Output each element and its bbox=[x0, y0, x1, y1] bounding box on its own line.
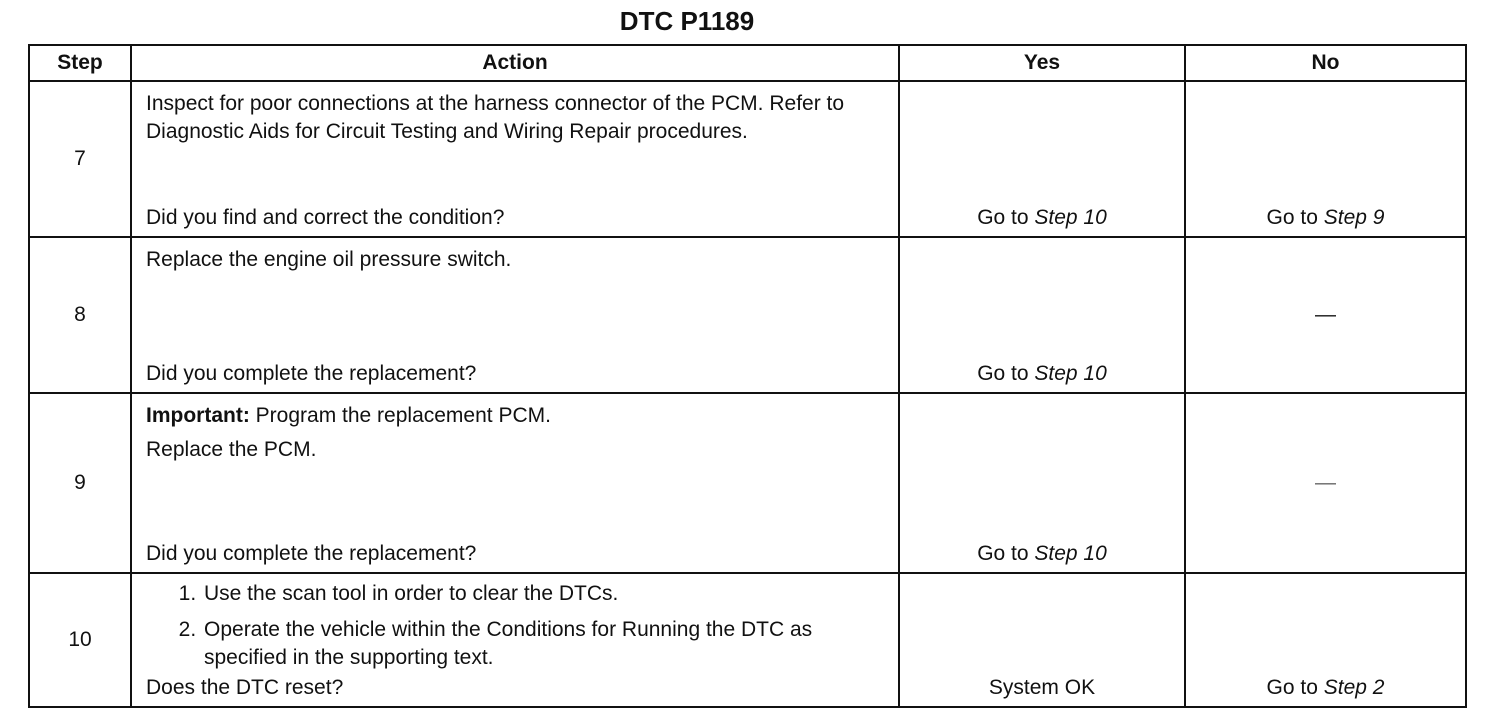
no-step-ref: Step 2 bbox=[1323, 676, 1385, 699]
action-cell bbox=[131, 393, 899, 573]
header-yes: Yes bbox=[899, 45, 1185, 81]
action-question: Did you complete the replacement? bbox=[146, 542, 477, 565]
header-action: Action bbox=[131, 45, 899, 81]
no-cell bbox=[1185, 573, 1466, 707]
important-label: Important: bbox=[146, 404, 250, 427]
yes-cell bbox=[899, 237, 1185, 393]
header-no: No bbox=[1185, 45, 1466, 81]
action-question: Did you find and correct the condition? bbox=[146, 206, 505, 229]
action-steps-list bbox=[132, 574, 898, 672]
step-number: 8 bbox=[29, 237, 131, 393]
no-step-ref: Step 9 bbox=[1323, 206, 1385, 229]
action-text: Inspect for poor connections at the harness connector of the PCM. Refer to Diagnostic Aids for Circuit Testing and Wiring Repair procedures. bbox=[146, 92, 845, 143]
table-row bbox=[29, 81, 1466, 237]
table-row bbox=[29, 393, 1466, 573]
yes-result bbox=[900, 540, 1184, 568]
action-cell bbox=[131, 237, 899, 393]
no-prefix: Go to bbox=[1266, 676, 1324, 699]
yes-prefix: Go to bbox=[977, 542, 1035, 565]
yes-cell bbox=[899, 573, 1185, 707]
yes-step-ref: Step 10 bbox=[1034, 362, 1107, 385]
no-result bbox=[1186, 204, 1465, 232]
yes-result bbox=[900, 204, 1184, 232]
table-header-row bbox=[29, 45, 1466, 81]
no-result bbox=[1186, 674, 1465, 702]
no-prefix: Go to bbox=[1266, 206, 1324, 229]
important-text: Program the replacement PCM. bbox=[249, 404, 551, 427]
action-cell bbox=[131, 573, 899, 707]
yes-cell bbox=[899, 81, 1185, 237]
action-cell bbox=[131, 81, 899, 237]
no-cell bbox=[1185, 81, 1466, 237]
action-text: Replace the PCM. bbox=[146, 438, 317, 461]
step-number: 9 bbox=[29, 393, 131, 573]
action-question: Did you complete the replacement? bbox=[146, 362, 477, 385]
action-text: Replace the engine oil pressure switch. bbox=[146, 248, 512, 271]
step-number: 10 bbox=[29, 573, 131, 707]
no-result: — bbox=[1315, 471, 1336, 494]
diagnostic-table bbox=[28, 44, 1467, 708]
page-title: DTC P1189 bbox=[619, 6, 755, 36]
yes-cell bbox=[899, 393, 1185, 573]
list-item: 1. Use the scan tool in order to clear the DTCs. bbox=[202, 580, 898, 608]
yes-step-ref: Step 10 bbox=[1034, 542, 1107, 565]
yes-result: System OK bbox=[988, 676, 1096, 699]
no-cell bbox=[1185, 393, 1466, 573]
table-row bbox=[29, 237, 1466, 393]
no-result: — bbox=[1315, 303, 1336, 326]
yes-prefix: Go to bbox=[977, 362, 1035, 385]
header-step: Step bbox=[29, 45, 131, 81]
yes-step-ref: Step 10 bbox=[1034, 206, 1107, 229]
yes-result bbox=[900, 360, 1184, 388]
table-row bbox=[29, 573, 1466, 707]
important-note bbox=[132, 394, 898, 430]
no-cell bbox=[1185, 237, 1466, 393]
action-question: Does the DTC reset? bbox=[146, 676, 344, 699]
yes-prefix: Go to bbox=[977, 206, 1035, 229]
list-item: 2. Operate the vehicle within the Conditions for Running the DTC as specified in the supporting text. bbox=[202, 616, 898, 672]
step-number: 7 bbox=[29, 81, 131, 237]
